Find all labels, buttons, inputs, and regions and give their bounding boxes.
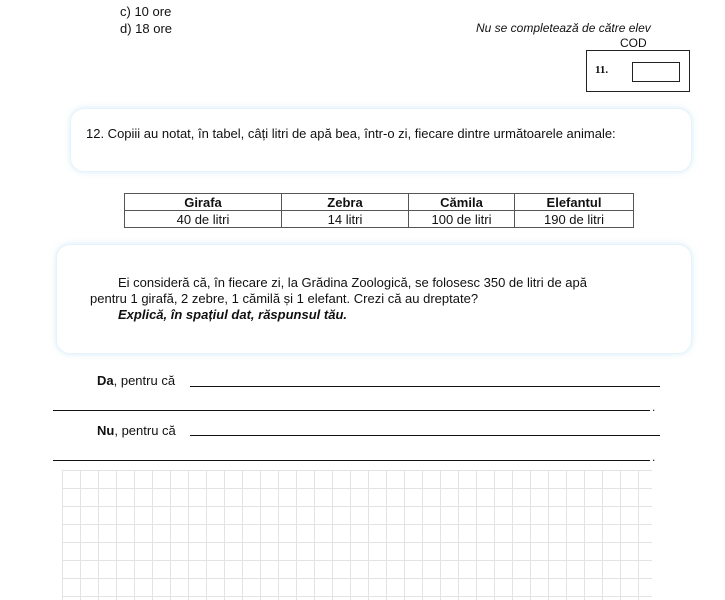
water-table xyxy=(124,193,634,228)
table-cell: 14 litri xyxy=(282,211,409,228)
table-header: Elefantul xyxy=(515,194,634,211)
option-d: d) 18 ore xyxy=(120,21,173,36)
score-field[interactable] xyxy=(632,62,680,82)
table-header: Cămila xyxy=(409,194,515,211)
cod-label: COD xyxy=(620,36,647,50)
answer-line[interactable] xyxy=(53,410,650,411)
answer-no-bold: Nu xyxy=(97,423,115,438)
table-header: Zebra xyxy=(282,194,409,211)
option-c: c) 10 ore xyxy=(120,4,172,19)
grader-note: Nu se completează de către elev xyxy=(476,21,651,35)
table-row xyxy=(125,211,634,228)
line-end-dot: . xyxy=(652,400,656,414)
answer-line[interactable] xyxy=(53,460,650,461)
answer-yes-line[interactable] xyxy=(190,386,660,387)
answer-yes-label xyxy=(97,373,175,388)
cod-box xyxy=(586,50,690,92)
statement-line-1: Ei consideră că, în fiecare zi, la Grădina Zoologică, se folosesc 350 de litri de apă xyxy=(118,275,587,290)
table-header-row xyxy=(125,194,634,211)
item-number: 11. xyxy=(595,64,609,76)
instruction-text: Explică, în spațiul dat, răspunsul tău. xyxy=(118,307,347,322)
statement-line-2: pentru 1 girafă, 2 zebre, 1 cămilă și 1 elefant. Crezi că au dreptate? xyxy=(90,291,479,306)
table-cell: 100 de litri xyxy=(409,211,515,228)
answer-no-label xyxy=(97,423,176,438)
question-text: 12. Copiii au notat, în tabel, câți litri de apă bea, într-o zi, fiecare dintre următoarele animale: xyxy=(86,126,616,141)
answer-yes-rest: , pentru că xyxy=(113,373,176,388)
table-header: Girafa xyxy=(125,194,282,211)
table-cell: 190 de litri xyxy=(515,211,634,228)
answer-yes-bold: Da xyxy=(97,373,114,388)
line-end-dot: . xyxy=(652,450,656,464)
scratch-grid[interactable] xyxy=(62,470,652,600)
answer-no-rest: , pentru că xyxy=(114,423,176,438)
table-cell: 40 de litri xyxy=(125,211,282,228)
answer-no-line[interactable] xyxy=(190,435,660,436)
